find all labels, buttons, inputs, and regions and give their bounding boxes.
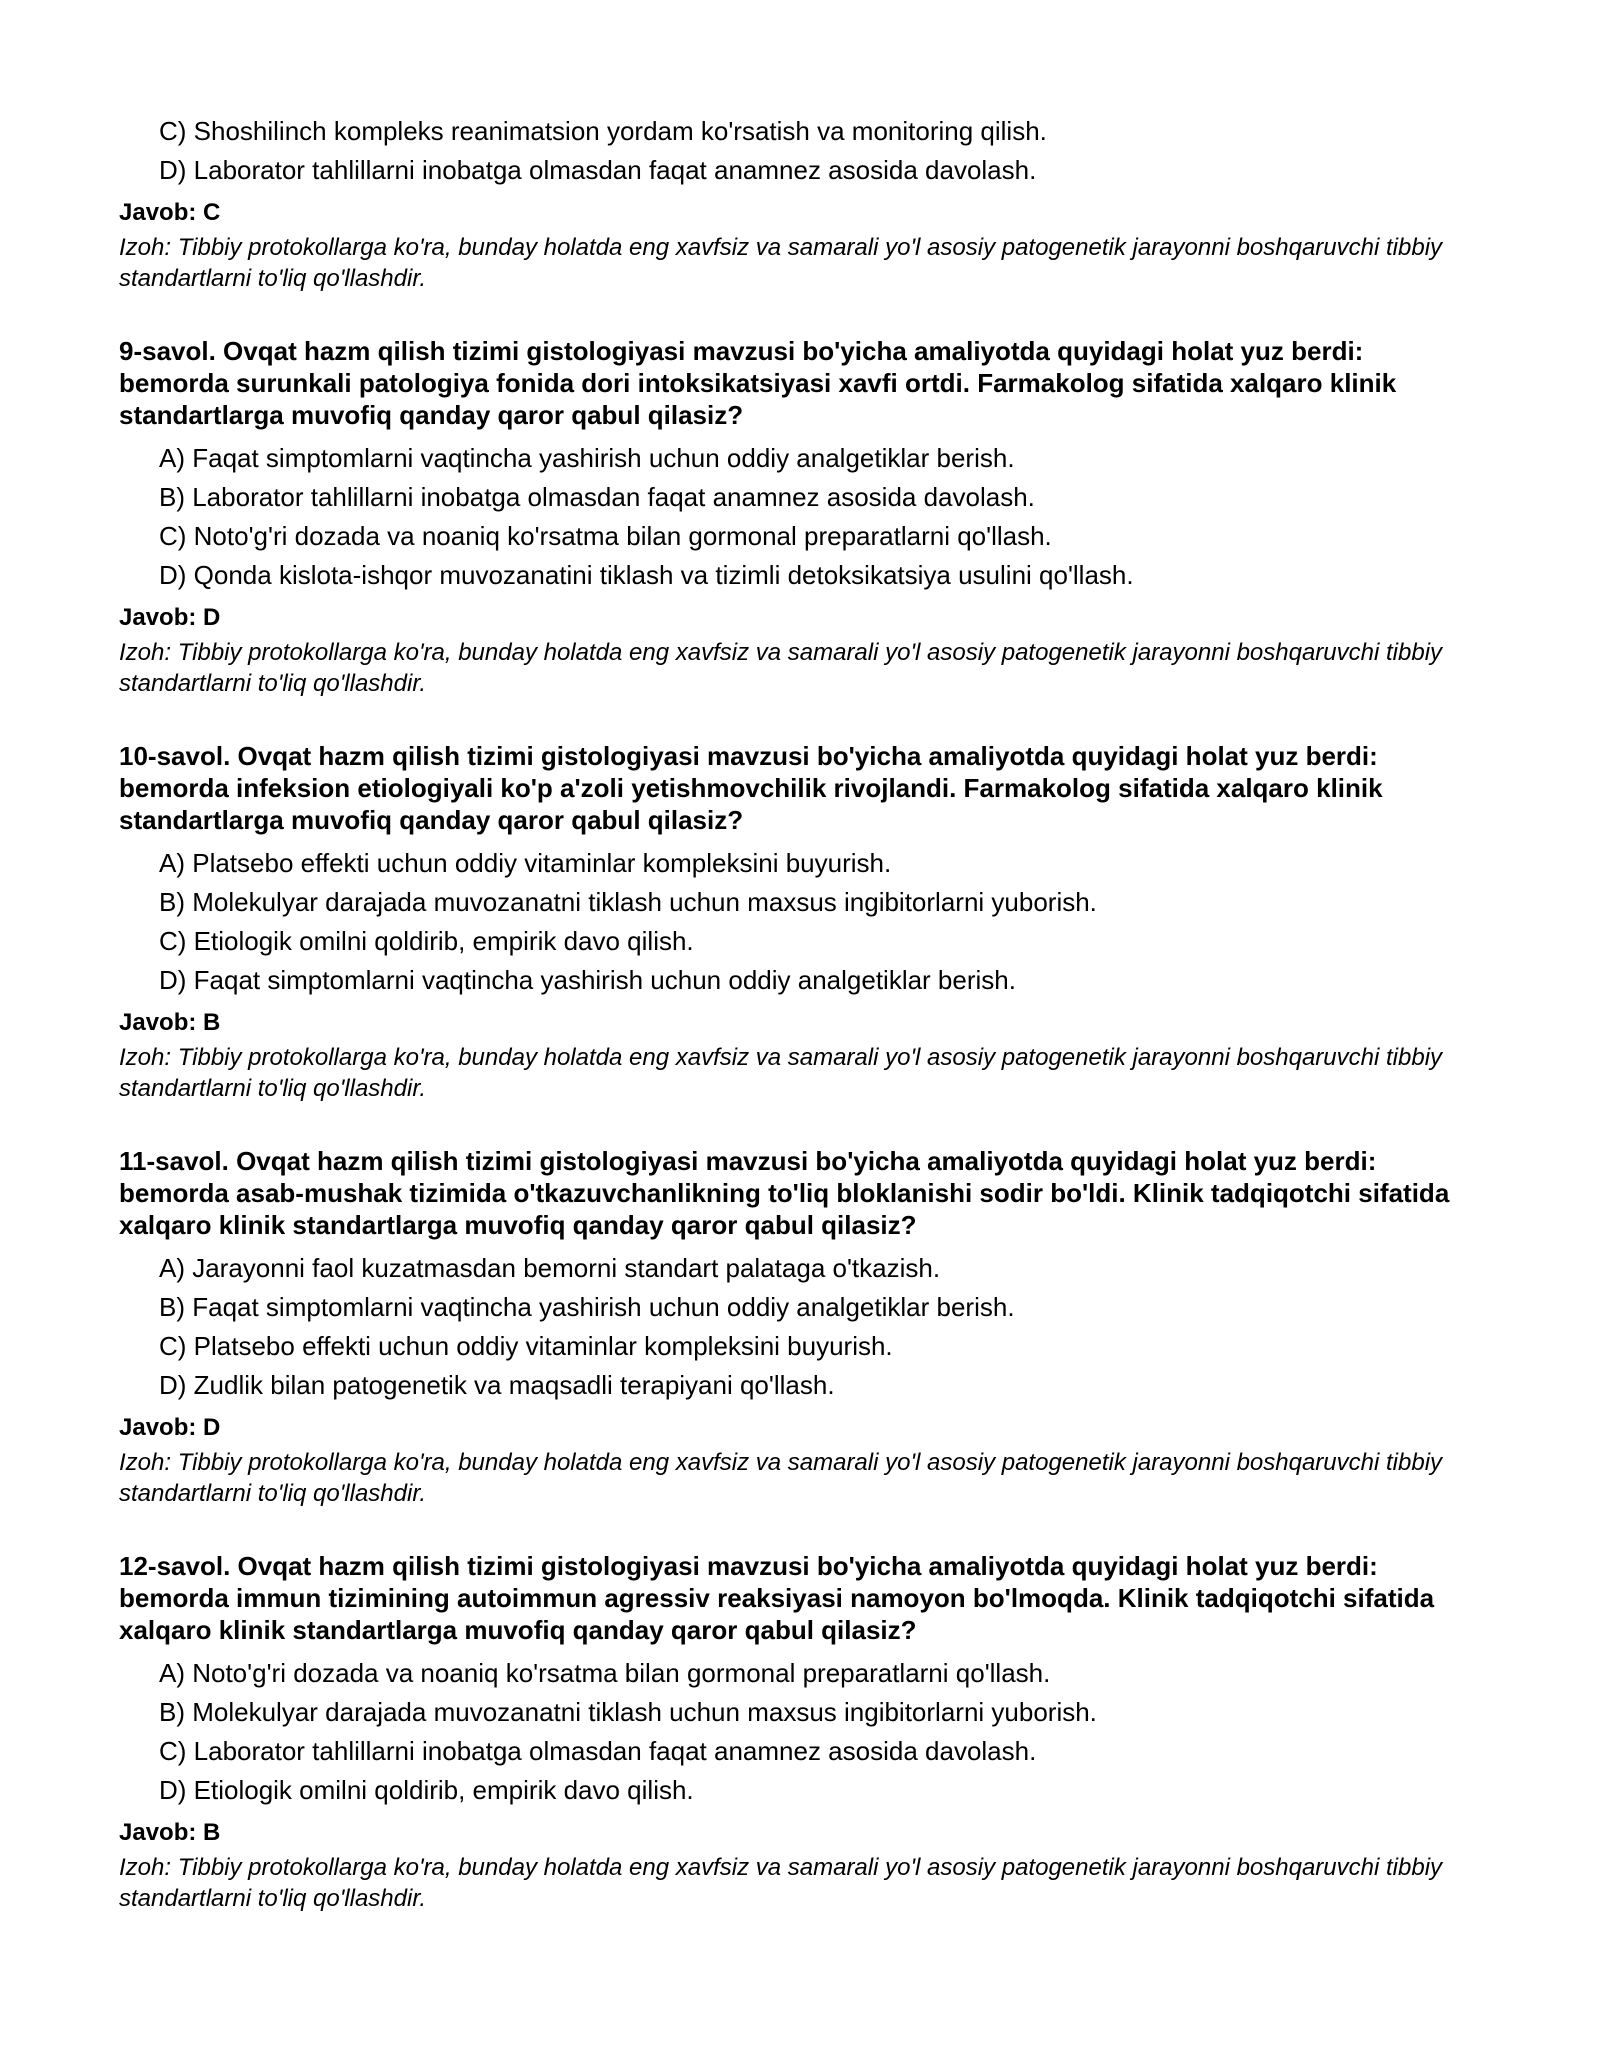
option-d: D) Etiologik omilni qoldirib, empirik davo qilish.: [159, 1775, 694, 1805]
option-c: C) Shoshilinch kompleks reanimatsion yordam ko'rsatish va monitoring qilish.: [159, 116, 1047, 146]
option-d: D) Zudlik bilan patogenetik va maqsadli terapiyani qo'llash.: [159, 1370, 835, 1400]
option-b: B) Faqat simptomlarni vaqtincha yashirish uchun oddiy analgetiklar berish.: [159, 1292, 1015, 1322]
answer-label: Javob: D: [119, 1414, 221, 1441]
option-d: D) Faqat simptomlarni vaqtincha yashirish uchun oddiy analgetiklar berish.: [159, 965, 1016, 995]
question-11: [119, 1145, 1459, 1509]
question-8-fragment: [119, 112, 1459, 294]
explanation: Izoh: Tibbiy protokollarga ko'ra, bunday holatda eng xavfsiz va samarali yo'l asosiy patogenetik jarayonni boshqaruvchi tibbiy standartlarni to'liq qo'llashdir.: [119, 639, 1443, 697]
option-a: A) Noto'g'ri dozada va noaniq ko'rsatma bilan gormonal preparatlarni qo'llash.: [159, 1658, 1051, 1688]
question-title: 11-savol. Ovqat hazm qilish tizimi gistologiyasi mavzusi bo'yicha amaliyotda quyidagi holat yuz berdi: bemorda asab-mushak tizimida o'tkazuvchanlikning to'liq bloklanishi sodir bo'ldi. Klinik tadqiqotchi sifatida xalqaro klinik standartlarga muvofiq qanday qaror qabul qilasiz?: [119, 1146, 1450, 1240]
question-title: 10-savol. Ovqat hazm qilish tizimi gistologiyasi mavzusi bo'yicha amaliyotda quyidagi holat yuz berdi: bemorda infeksion etiologiyali ko'p a'zoli yetishmovchilik rivojlandi. Farmakolog sifatida xalqaro klinik standartlarga muvofiq qanday qaror qabul qilasiz?: [119, 741, 1383, 835]
option-b: B) Molekulyar darajada muvozanatni tiklash uchun maxsus ingibitorlarni yuborish.: [159, 887, 1097, 917]
option-a: A) Jarayonni faol kuzatmasdan bemorni standart palataga o'tkazish.: [159, 1253, 941, 1283]
question-10: [119, 740, 1459, 1104]
option-d: D) Qonda kislota-ishqor muvozanatini tiklash va tizimli detoksikatsiya usulini qo'llash.: [159, 560, 1134, 590]
option-a: A) Platsebo effekti uchun oddiy vitaminlar kompleksini buyurish.: [159, 848, 892, 878]
answer-label: Javob: B: [119, 1009, 221, 1036]
question-title: 9-savol. Ovqat hazm qilish tizimi gistologiyasi mavzusi bo'yicha amaliyotda quyidagi holat yuz berdi: bemorda surunkali patologiya fonida dori intoksikatsiyasi xavfi ortdi. Farmakolog sifatida xalqaro klinik standartlarga muvofiq qanday qaror qabul qilasiz?: [119, 336, 1397, 430]
option-c: C) Platsebo effekti uchun oddiy vitaminlar kompleksini buyurish.: [159, 1331, 893, 1361]
question-9: [119, 335, 1459, 699]
explanation: Izoh: Tibbiy protokollarga ko'ra, bunday holatda eng xavfsiz va samarali yo'l asosiy patogenetik jarayonni boshqaruvchi tibbiy standartlarni to'liq qo'llashdir.: [119, 1044, 1443, 1102]
explanation: Izoh: Tibbiy protokollarga ko'ra, bunday holatda eng xavfsiz va samarali yo'l asosiy patogenetik jarayonni boshqaruvchi tibbiy standartlarni to'liq qo'llashdir.: [119, 1449, 1443, 1507]
option-b: B) Laborator tahlillarni inobatga olmasdan faqat anamnez asosida davolash.: [159, 482, 1035, 512]
option-d: D) Laborator tahlillarni inobatga olmasdan faqat anamnez asosida davolash.: [159, 155, 1037, 185]
explanation: Izoh: Tibbiy protokollarga ko'ra, bunday holatda eng xavfsiz va samarali yo'l asosiy patogenetik jarayonni boshqaruvchi tibbiy standartlarni to'liq qo'llashdir.: [119, 1854, 1443, 1912]
option-c: C) Laborator tahlillarni inobatga olmasdan faqat anamnez asosida davolash.: [159, 1736, 1037, 1766]
explanation: Izoh: Tibbiy protokollarga ko'ra, bunday holatda eng xavfsiz va samarali yo'l asosiy patogenetik jarayonni boshqaruvchi tibbiy standartlarni to'liq qo'llashdir.: [119, 234, 1443, 292]
document-page: [119, 112, 1459, 1914]
answer-label: Javob: D: [119, 604, 221, 631]
question-title: 12-savol. Ovqat hazm qilish tizimi gistologiyasi mavzusi bo'yicha amaliyotda quyidagi holat yuz berdi: bemorda immun tizimining autoimmun agressiv reaksiyasi namoyon bo'lmoqda. Klinik tadqiqotchi sifatida xalqaro klinik standartlarga muvofiq qanday qaror qabul qilasiz?: [119, 1551, 1435, 1645]
question-12: [119, 1550, 1459, 1914]
answer-label: Javob: B: [119, 1819, 221, 1846]
option-c: C) Etiologik omilni qoldirib, empirik davo qilish.: [159, 926, 694, 956]
option-c: C) Noto'g'ri dozada va noaniq ko'rsatma bilan gormonal preparatlarni qo'llash.: [159, 521, 1052, 551]
answer-label: Javob: C: [119, 199, 221, 226]
option-a: A) Faqat simptomlarni vaqtincha yashirish uchun oddiy analgetiklar berish.: [159, 443, 1015, 473]
option-b: B) Molekulyar darajada muvozanatni tiklash uchun maxsus ingibitorlarni yuborish.: [159, 1697, 1097, 1727]
